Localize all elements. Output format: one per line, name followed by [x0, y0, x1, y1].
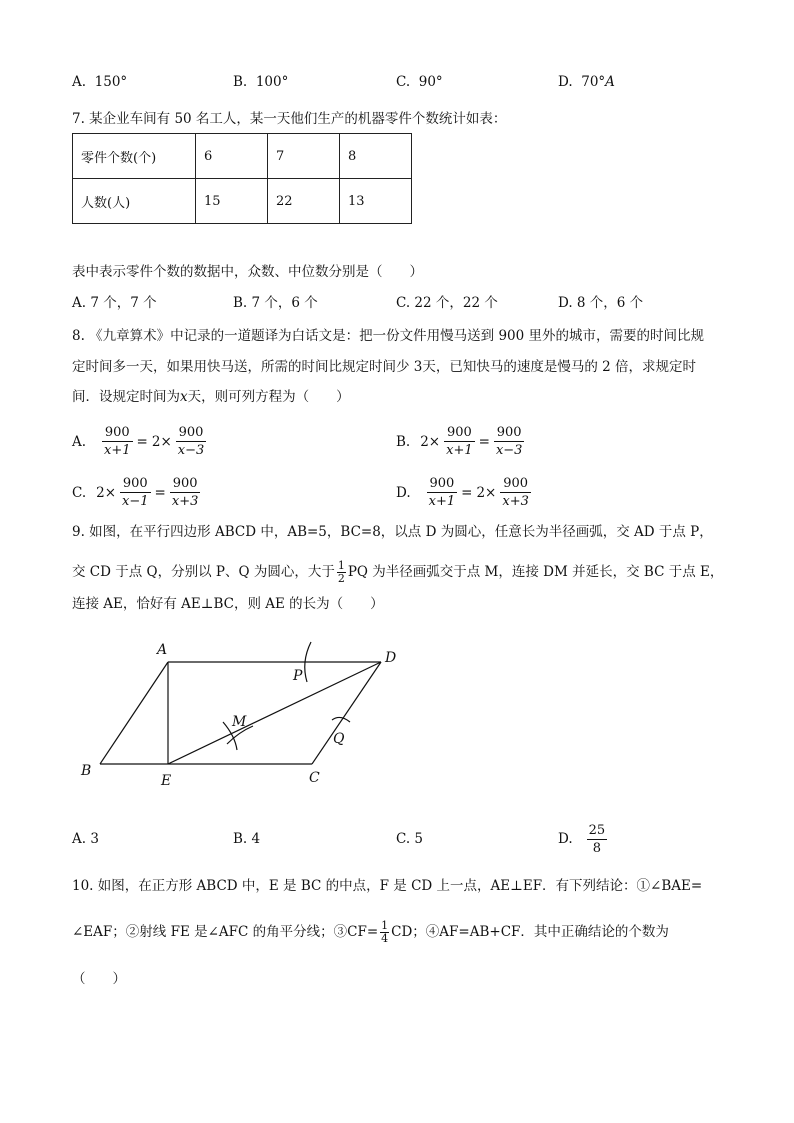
numerator: 900 — [427, 475, 458, 493]
table-row — [73, 134, 412, 179]
numerator: 900 — [494, 424, 525, 442]
denominator: x+3 — [502, 494, 529, 509]
q7-option-a: A. 7 个，7 个 — [72, 295, 157, 311]
table-row — [73, 179, 412, 224]
fraction-quarter — [380, 920, 389, 945]
coefficient: 2× — [151, 433, 172, 450]
q9-line-3: 连接 AE，恰好有 AE⊥BC，则 AE 的长为（ ） — [72, 596, 384, 612]
option-letter: B. — [233, 74, 248, 90]
table-cell: 13 — [340, 179, 412, 224]
equals-sign: = — [478, 433, 490, 450]
q10-line-2 — [72, 920, 669, 945]
parallelogram-figure — [75, 640, 415, 790]
q8-option-a — [72, 424, 206, 459]
table-cell: 15 — [196, 179, 268, 224]
stray-mark: A — [605, 74, 615, 90]
table-cell: 22 — [268, 179, 340, 224]
q9-line-1: 9. 如图，在平行四边形 ABCD 中，AB=5，BC=8，以点 D 为圆心，任意长为半径画弧，交 AD 于点 P， — [72, 524, 713, 540]
table-cell: 人数(人) — [73, 179, 196, 224]
label-b: B — [81, 763, 92, 779]
q8-line-1: 8. 《九章算术》中记录的一道题译为白话文是：把一份文件用慢马送到 900 里外的城市，需要的时间比规 — [72, 328, 705, 344]
option-value: 100° — [255, 74, 289, 90]
fraction — [587, 822, 608, 857]
q7-question: 表中表示零件个数的数据中，众数、中位数分别是（ ） — [72, 264, 423, 280]
text: 间．设规定时间为 — [72, 389, 180, 405]
segment-cd — [312, 662, 381, 764]
fraction — [427, 475, 458, 510]
numerator: 900 — [444, 424, 475, 442]
q7-data-table — [72, 133, 412, 224]
option-letter: D. — [396, 484, 411, 501]
denominator: 8 — [592, 841, 602, 856]
option-value: 150° — [94, 74, 128, 90]
segment-ab — [100, 662, 168, 764]
equals-sign: = — [461, 484, 473, 501]
q6-option-d — [558, 76, 615, 90]
option-value: 90° — [418, 74, 443, 90]
q6-option-a — [72, 76, 127, 90]
text: CD；④AF=AB+CF．其中正确结论的个数为 — [391, 923, 669, 940]
fraction — [120, 475, 151, 510]
q10-line-1: 10. 如图，在正方形 ABCD 中，E 是 BC 的中点，F 是 CD 上一点，AE⊥EF．有下列结论：①∠BAE= — [72, 878, 703, 894]
label-q: Q — [333, 731, 345, 747]
option-letter: A. — [72, 433, 87, 450]
text: 天，则可列方程为（ ） — [187, 389, 350, 405]
table-cell: 6 — [196, 134, 268, 179]
segment-ed — [168, 662, 381, 764]
coefficient: 2× — [96, 484, 117, 501]
coefficient: 2× — [420, 433, 441, 450]
q9-option-a: A. 3 — [72, 831, 99, 847]
label-e: E — [161, 773, 172, 789]
label-d: D — [385, 650, 397, 666]
equals-sign: = — [154, 484, 166, 501]
q8-option-c — [72, 475, 200, 510]
q9-option-b: B. 4 — [233, 831, 261, 847]
option-letter: D. — [558, 830, 573, 847]
fraction — [444, 424, 475, 459]
option-letter: C. — [72, 484, 87, 501]
equals-sign: = — [136, 433, 148, 450]
text: 交 CD 于点 Q，分别以 P、Q 为圆心，大于 — [72, 563, 335, 580]
numerator: 900 — [120, 475, 151, 493]
q9-line-2 — [72, 560, 723, 585]
q7-option-d: D. 8 个，6 个 — [558, 295, 644, 311]
q8-option-d — [396, 475, 531, 510]
table-cell: 8 — [340, 134, 412, 179]
denominator: 4 — [381, 932, 389, 945]
fraction — [170, 475, 201, 510]
fraction-half — [337, 560, 346, 585]
table-cell: 零件个数(个) — [73, 134, 196, 179]
fraction — [176, 424, 207, 459]
option-letter: B. — [396, 433, 411, 450]
q9-option-c: C. 5 — [396, 831, 424, 847]
denominator: 2 — [337, 572, 345, 585]
denominator: x+1 — [446, 443, 473, 458]
q8-option-b — [396, 424, 524, 459]
q7-option-b: B. 7 个，6 个 — [233, 295, 318, 311]
q6-option-c — [396, 76, 443, 90]
label-p: P — [293, 668, 303, 684]
label-c: C — [309, 770, 320, 786]
q8-line-2: 定时间多一天，如果用快马送，所需的时间比规定时间少 3天，已知快马的速度是慢马的 2 倍，求规定时 — [72, 359, 697, 375]
q7-stem: 7. 某企业车间有 50 名工人，某一天他们生产的机器零件个数统计如表： — [72, 111, 507, 127]
q10-line-3: （ ） — [72, 971, 126, 987]
numerator: 900 — [176, 424, 207, 442]
numerator: 900 — [170, 475, 201, 493]
numerator: 1 — [381, 919, 389, 932]
denominator: x−1 — [122, 494, 149, 509]
coefficient: 2× — [476, 484, 497, 501]
numerator: 900 — [102, 424, 133, 442]
q7-option-c: C. 22 个，22 个 — [396, 295, 498, 311]
q9-option-d — [558, 822, 607, 857]
denominator: x+3 — [171, 494, 199, 509]
fraction — [102, 424, 133, 459]
table-cell: 7 — [268, 134, 340, 179]
denominator: x+1 — [104, 443, 131, 458]
label-m: M — [232, 714, 247, 730]
option-letter: A. — [72, 74, 87, 90]
option-value: 70° — [581, 74, 606, 90]
q6-option-b — [233, 76, 288, 90]
denominator: x+1 — [428, 494, 456, 509]
denominator: x−3 — [177, 443, 205, 458]
label-a: A — [157, 642, 168, 658]
q8-line-3 — [72, 391, 350, 405]
option-letter: C. — [396, 74, 411, 90]
text: PQ 为半径画弧交于点 M，连接 DM 并延长，交 BC 于点 E， — [347, 563, 724, 580]
fraction — [494, 424, 525, 459]
variable: x — [180, 389, 188, 405]
text: ∠EAF；②射线 FE 是∠AFC 的角平分线；③CF= — [72, 923, 379, 940]
denominator: x−3 — [495, 443, 523, 458]
fraction — [500, 475, 531, 510]
numerator: 25 — [588, 823, 606, 838]
numerator: 1 — [337, 559, 345, 572]
numerator: 900 — [500, 475, 531, 493]
option-letter: D. — [558, 74, 573, 90]
